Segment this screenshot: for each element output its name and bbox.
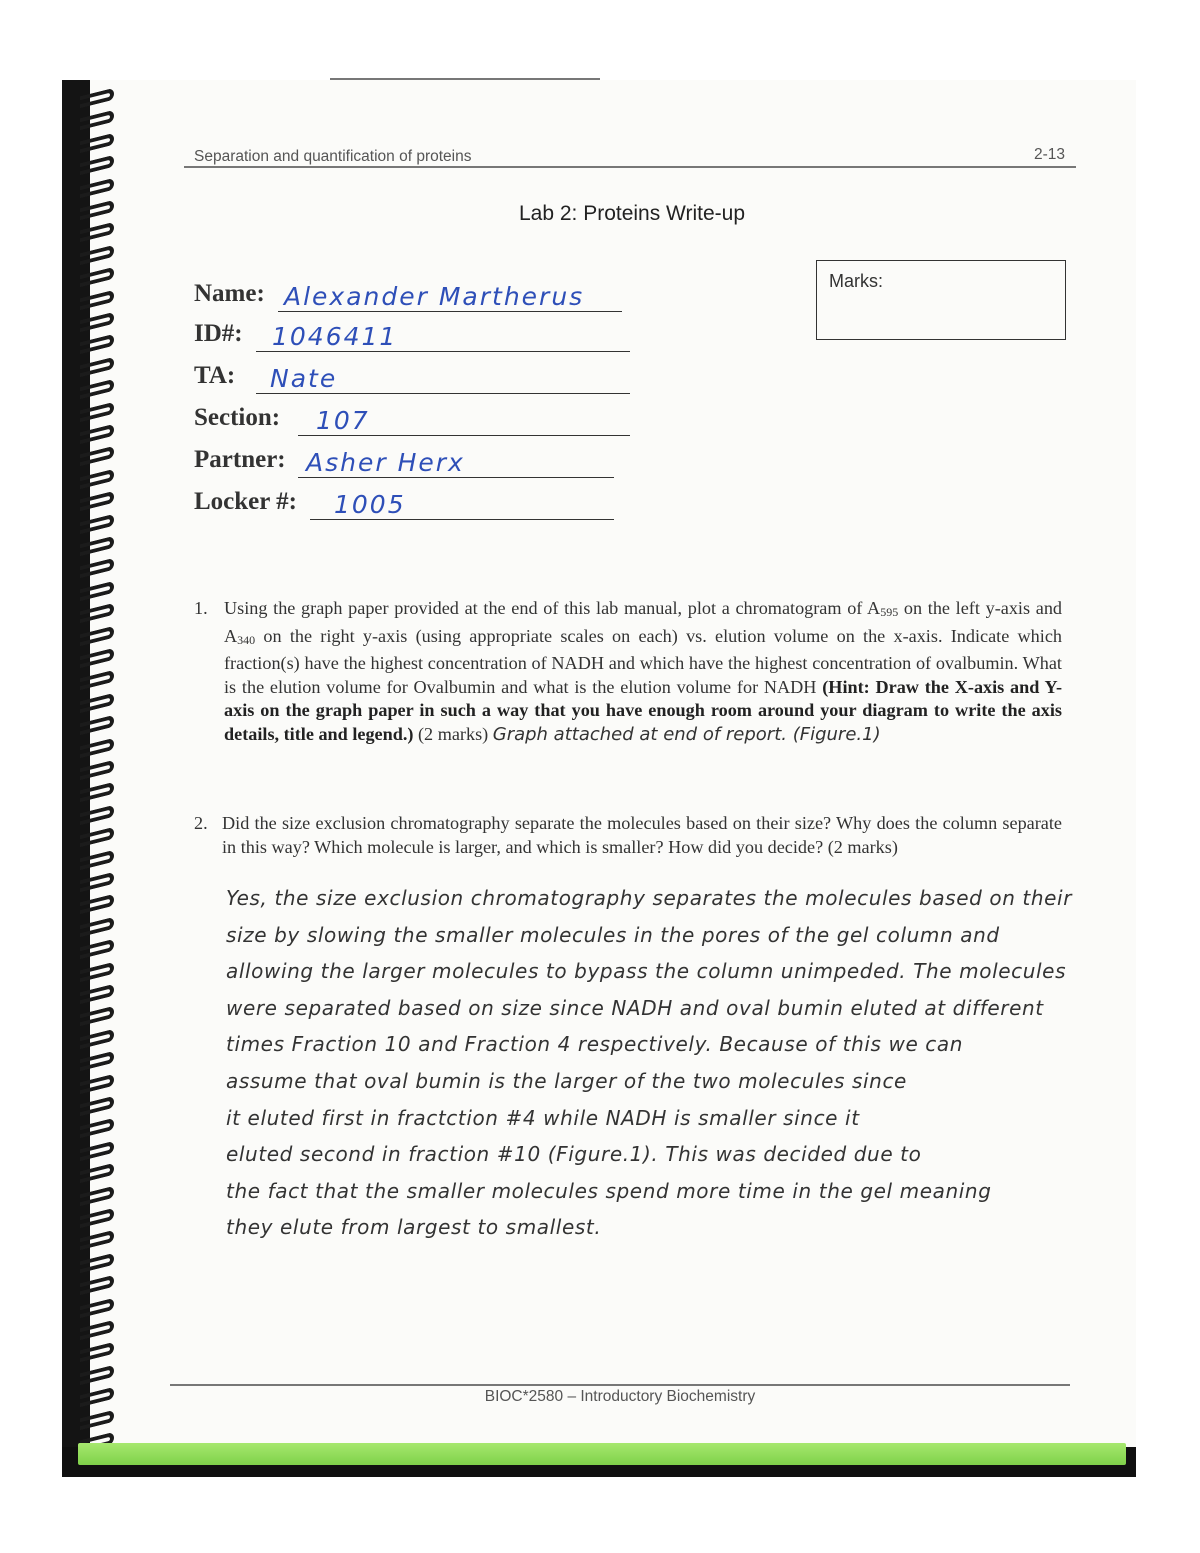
question-1-number: 1. bbox=[194, 598, 208, 618]
marks-box bbox=[816, 260, 1066, 340]
locker-field bbox=[194, 486, 634, 520]
name-value: Alexander Martherus bbox=[284, 282, 585, 311]
answer-line: assume that oval bumin is the larger of the two molecules since bbox=[226, 1068, 907, 1093]
answer-line: allowing the larger molecules to bypass the column unimpeded. The molecules bbox=[226, 959, 1067, 984]
q1-text-a: Using the graph paper provided at the end of this lab manual, plot a chromatogram of A bbox=[224, 598, 881, 618]
answer-line: times Fraction 10 and Fraction 4 respectively. Because of this we can bbox=[226, 1032, 964, 1057]
q1-text-b: on the left y-axis and A bbox=[224, 598, 1063, 646]
marks-label: Marks: bbox=[829, 271, 883, 291]
answer-line: the fact that the smaller molecules spend more time in the gel meaning bbox=[226, 1178, 992, 1203]
answer-line: were separated based on size since NADH and oval bumin eluted at different bbox=[226, 995, 1044, 1020]
page-title: Lab 2: Proteins Write-up bbox=[518, 202, 746, 225]
answer-line: they elute from largest to smallest. bbox=[226, 1215, 602, 1240]
footer-text: BIOC*2580 – Introductory Biochemistry bbox=[484, 1388, 756, 1405]
header-rule bbox=[184, 166, 1076, 168]
green-tab-divider bbox=[78, 1443, 1126, 1465]
section-value: 107 bbox=[316, 406, 370, 435]
question-2-number: 2. bbox=[194, 813, 208, 833]
q1-hint: (Hint: Draw the X-axis and Y-axis on the graph paper in such a way that you have enough room around your diagram to write the axis details, title and legend.) bbox=[224, 676, 1063, 744]
top-edge-line bbox=[330, 78, 600, 80]
q1-sub-a: 595 bbox=[880, 605, 899, 619]
ta-label: TA: bbox=[194, 362, 236, 389]
q1-text-c: on the right y-axis (using appropriate scales on each) vs. elution volume on the x-axis. Indicate which fraction(s) have the highest concentration of NADH and which have the highest concentration of ovalbumin. What is the elution volume for Ovalbumin and what is the elution volume for NADH bbox=[224, 625, 1062, 697]
answer-line: eluted second in fraction #10 (Figure.1). This was decided due to bbox=[226, 1142, 922, 1167]
section-field bbox=[194, 402, 634, 436]
partner-label: Partner: bbox=[194, 446, 286, 473]
ta-value: Nate bbox=[270, 364, 338, 393]
id-field bbox=[194, 318, 634, 352]
name-field bbox=[194, 278, 634, 312]
name-label: Name: bbox=[194, 280, 265, 307]
partner-value: Asher Herx bbox=[306, 448, 465, 477]
answer-line: size by slowing the smaller molecules in the pores of the gel column and bbox=[226, 922, 1000, 947]
ta-field bbox=[194, 360, 634, 394]
answer-line: it eluted first in fractction #4 while NADH is smaller since it bbox=[226, 1105, 860, 1130]
question-2-text: Did the size exclusion chromatography separate the molecules based on their size? Why does the column separate in this way? Which molecule is larger, and which is smaller? How did you decide? (2 marks) bbox=[222, 813, 1062, 857]
q1-marks: (2 marks) bbox=[413, 723, 489, 744]
locker-label: Locker #: bbox=[194, 488, 297, 515]
question-1-text bbox=[224, 597, 1062, 746]
locker-value: 1005 bbox=[334, 490, 406, 519]
answer-line: Yes, the size exclusion chromatography separates the molecules based on their bbox=[226, 886, 1073, 910]
handwritten-answer bbox=[226, 886, 1086, 1252]
section-label: Section: bbox=[194, 404, 281, 431]
page-number: 2-13 bbox=[1034, 146, 1066, 163]
q1-sub-b: 340 bbox=[237, 632, 256, 647]
q1-handwritten-answer: Graph attached at end of report. (Figure.1) bbox=[492, 723, 881, 745]
footer-rule bbox=[170, 1384, 1070, 1386]
running-head: Separation and quantification of proteins bbox=[194, 148, 472, 165]
partner-field bbox=[194, 444, 634, 478]
id-label: ID#: bbox=[194, 320, 243, 347]
id-value: 1046411 bbox=[272, 322, 398, 351]
